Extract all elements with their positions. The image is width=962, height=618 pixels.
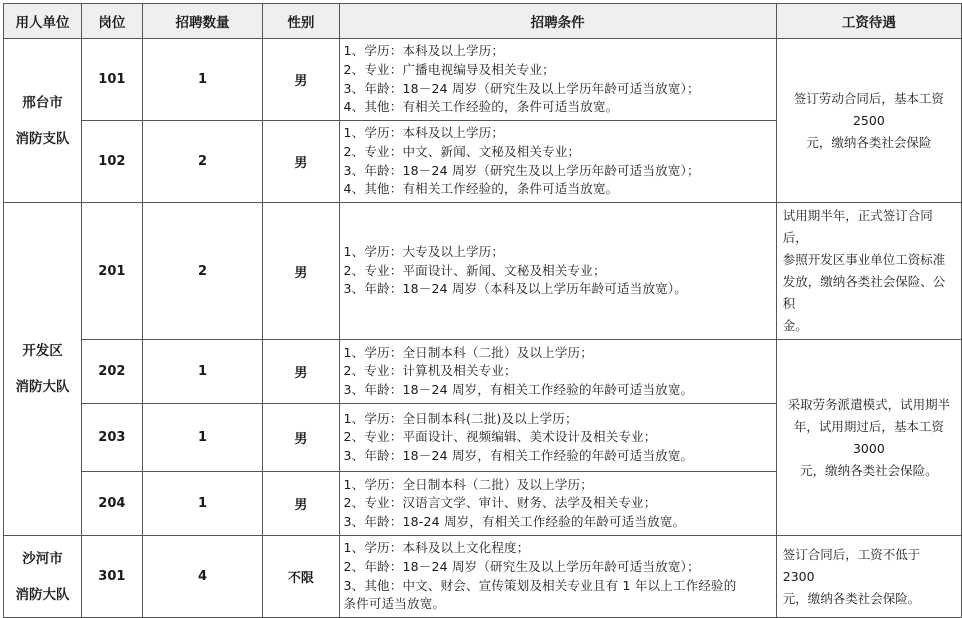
post-cell: 203 bbox=[81, 404, 142, 472]
header-conditions: 招聘条件 bbox=[339, 4, 776, 39]
condition-line: 3、年龄：18－24 周岁（研究生及以上学历年龄可适当放宽）； bbox=[343, 80, 700, 96]
salary-line: 签订合同后，工资不低于 2300 bbox=[782, 546, 921, 584]
salary-cell bbox=[776, 203, 961, 340]
salary-cell bbox=[776, 39, 961, 203]
table-row bbox=[4, 536, 962, 618]
salary-line: 元，缴纳各类社会保险。 bbox=[782, 590, 921, 606]
salary-line: 签订劳动合同后，基本工资 2500 bbox=[793, 90, 944, 128]
header-salary: 工资待遇 bbox=[776, 4, 961, 39]
condition-line: 4、其他：有相关工作经验的，条件可适当放宽。 bbox=[343, 99, 619, 115]
condition-line: 条件可适当放宽。 bbox=[343, 596, 446, 612]
salary-cell bbox=[776, 340, 961, 536]
conditions-cell bbox=[339, 39, 776, 121]
salary-line: 发放，缴纳各类社会保险、公积 bbox=[782, 274, 946, 311]
condition-line: 1、学历：本科及以上文化程度； bbox=[343, 540, 530, 556]
count-cell: 4 bbox=[142, 536, 263, 618]
count-cell: 1 bbox=[142, 472, 263, 536]
condition-line: 2、专业：广播电视编导及相关专业； bbox=[343, 61, 555, 77]
unit-cell bbox=[4, 536, 82, 618]
unit-cell bbox=[4, 39, 82, 203]
count-cell: 2 bbox=[142, 203, 263, 340]
post-cell: 301 bbox=[81, 536, 142, 618]
condition-line: 1、学历：本科及以上学历； bbox=[343, 43, 505, 59]
condition-line: 1、学历：本科及以上学历； bbox=[343, 125, 505, 141]
header-unit: 用人单位 bbox=[4, 4, 82, 39]
unit-name-line2: 消防支队 bbox=[15, 130, 70, 147]
unit-name-line2: 消防大队 bbox=[15, 586, 70, 603]
post-cell: 102 bbox=[81, 121, 142, 203]
condition-line: 1、学历：全日制本科（二批）及以上学历； bbox=[343, 476, 593, 492]
conditions-cell bbox=[339, 121, 776, 203]
salary-line: 采取劳务派遣模式，试用期半 bbox=[787, 396, 951, 412]
table-row bbox=[4, 203, 962, 340]
condition-line: 1、学历：全日制本科(二批)及以上学历； bbox=[343, 410, 578, 426]
gender-cell: 男 bbox=[263, 472, 339, 536]
gender-cell: 男 bbox=[263, 39, 339, 121]
salary-cell bbox=[776, 536, 961, 618]
count-cell: 1 bbox=[142, 340, 263, 404]
salary-line: 试用期半年，正式签订合同后， bbox=[782, 208, 933, 245]
unit-name-line2: 消防大队 bbox=[15, 379, 70, 395]
condition-line: 3、年龄：18－24 周岁（研究生及以上学历年龄可适当放宽）； bbox=[343, 162, 700, 178]
table-row bbox=[4, 39, 962, 121]
conditions-cell bbox=[339, 203, 776, 340]
gender-cell: 男 bbox=[263, 340, 339, 404]
salary-line: 年，试用期过后，基本工资 3000 bbox=[793, 418, 944, 456]
unit-name-line1: 邢台市 bbox=[22, 94, 63, 111]
gender-cell: 不限 bbox=[263, 536, 339, 618]
salary-line: 元，缴纳各类社会保险。 bbox=[800, 462, 938, 478]
gender-cell: 男 bbox=[263, 203, 339, 340]
conditions-cell bbox=[339, 340, 776, 404]
unit-cell bbox=[4, 203, 82, 536]
post-cell: 201 bbox=[81, 203, 142, 340]
count-cell: 2 bbox=[142, 121, 263, 203]
unit-name-line1: 沙河市 bbox=[22, 550, 63, 567]
table-row bbox=[4, 340, 962, 404]
header-gender: 性别 bbox=[263, 4, 339, 39]
conditions-cell bbox=[339, 472, 776, 536]
condition-line: 3、其他：中文、财会、宣传策划及相关专业且有 1 年以上工作经验的 bbox=[343, 577, 737, 593]
salary-line: 参照开发区事业单位工资标准 bbox=[782, 252, 946, 267]
condition-line: 2、年龄：18－24 周岁（研究生及以上学历年龄可适当放宽）； bbox=[343, 558, 700, 574]
count-cell: 1 bbox=[142, 404, 263, 472]
condition-line: 1、学历：全日制本科（二批）及以上学历； bbox=[343, 344, 593, 360]
condition-line: 3、年龄：18－24 周岁，有相关工作经验的年龄可适当放宽。 bbox=[343, 381, 694, 397]
header-post: 岗位 bbox=[81, 4, 142, 39]
condition-line: 2、专业：汉语言文学、审计、财务、法学及相关专业； bbox=[343, 495, 657, 511]
condition-line: 1、学历：大专及以上学历； bbox=[343, 244, 505, 260]
post-cell: 204 bbox=[81, 472, 142, 536]
unit-name-line1: 开发区 bbox=[22, 343, 63, 359]
condition-line: 3、年龄：18－24 周岁（本科及以上学历年龄可适当放宽）。 bbox=[343, 281, 687, 297]
recruitment-table bbox=[3, 3, 962, 618]
salary-line: 元，缴纳各类社会保险 bbox=[806, 134, 932, 150]
salary-line: 金。 bbox=[782, 318, 808, 333]
conditions-cell bbox=[339, 404, 776, 472]
condition-line: 2、专业：平面设计、视频编辑、美术设计及相关专业； bbox=[343, 429, 657, 445]
condition-line: 2、专业：平面设计、新闻、文秘及相关专业； bbox=[343, 262, 606, 278]
condition-line: 4、其他：有相关工作经验的，条件可适当放宽。 bbox=[343, 181, 619, 197]
condition-line: 2、专业：中文、新闻、文秘及相关专业； bbox=[343, 143, 581, 159]
table-header-row bbox=[4, 4, 962, 39]
header-count: 招聘数量 bbox=[142, 4, 263, 39]
conditions-cell bbox=[339, 536, 776, 618]
condition-line: 3、年龄：18-24 周岁，有相关工作经验的年龄可适当放宽。 bbox=[343, 513, 686, 529]
post-cell: 202 bbox=[81, 340, 142, 404]
gender-cell: 男 bbox=[263, 404, 339, 472]
post-cell: 101 bbox=[81, 39, 142, 121]
condition-line: 3、年龄：18－24 周岁，有相关工作经验的年龄可适当放宽。 bbox=[343, 447, 694, 463]
count-cell: 1 bbox=[142, 39, 263, 121]
gender-cell: 男 bbox=[263, 121, 339, 203]
condition-line: 2、专业：计算机及相关专业； bbox=[343, 363, 517, 379]
